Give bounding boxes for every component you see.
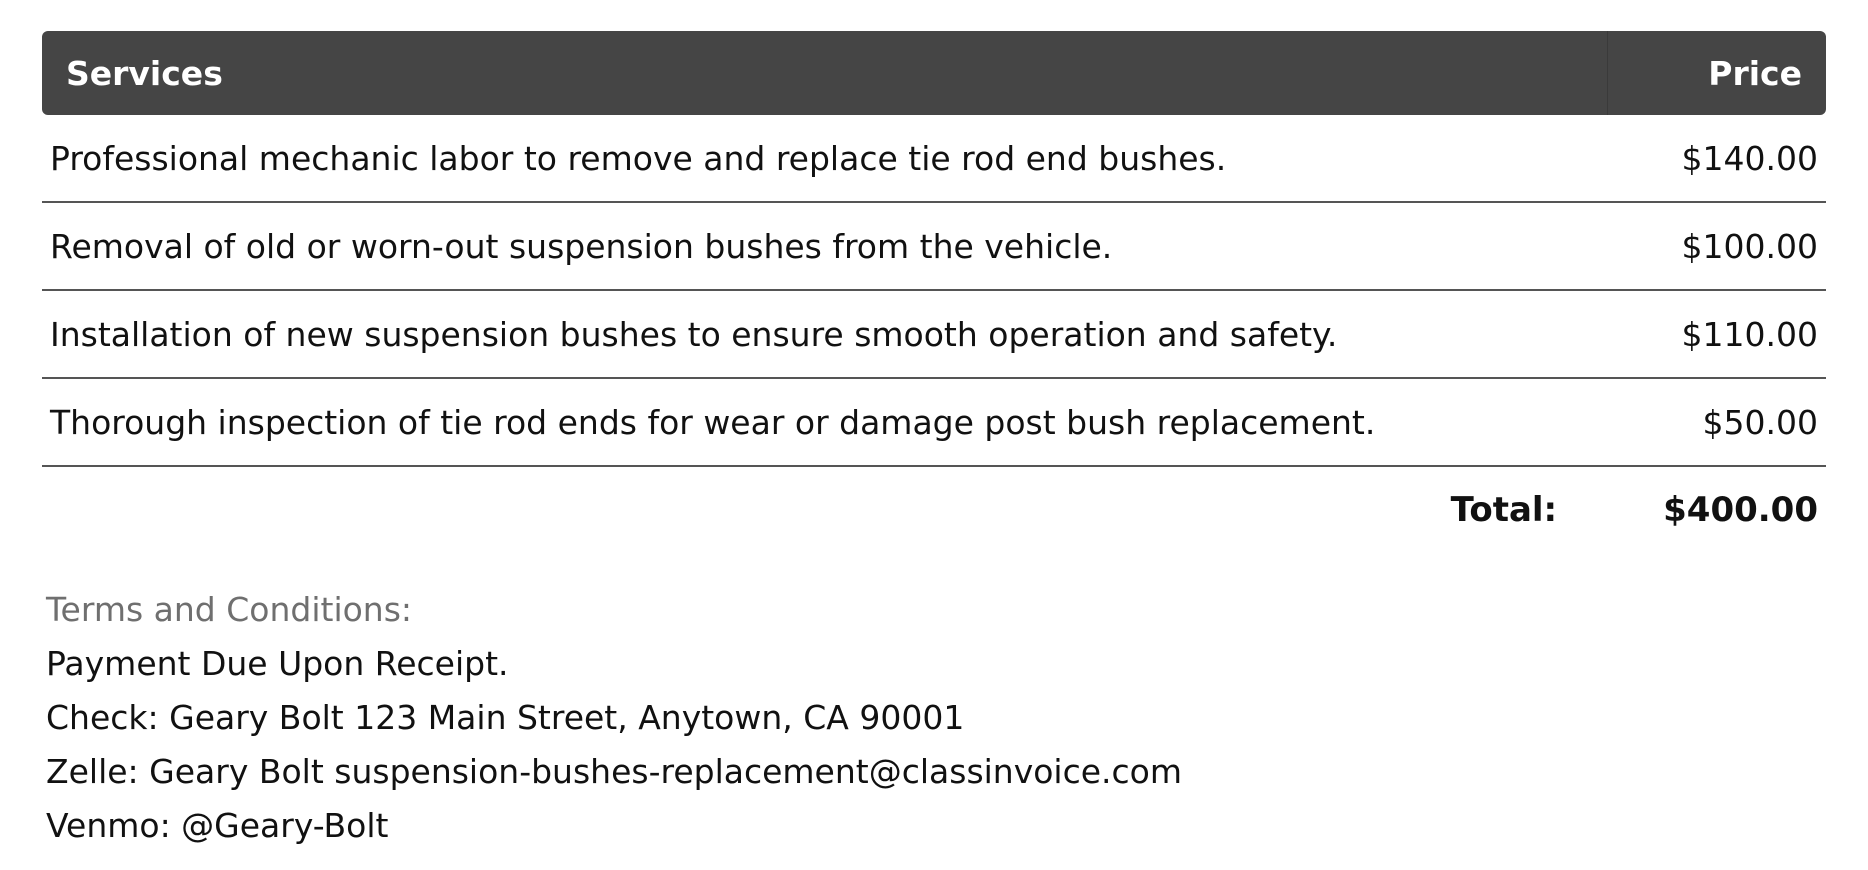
price-column-header: Price	[1607, 31, 1826, 115]
terms-line-check: Check: Geary Bolt 123 Main Street, Anytown, CA 90001	[46, 698, 965, 737]
service-description: Removal of old or worn-out suspension bushes from the vehicle.	[42, 203, 1607, 291]
terms-and-conditions	[42, 583, 1826, 853]
total-value: $400.00	[1663, 490, 1818, 530]
table-row	[42, 115, 1826, 203]
service-price: $110.00	[1607, 291, 1826, 379]
service-description: Thorough inspection of tie rod ends for wear or damage post bush replacement.	[42, 379, 1607, 467]
services-table	[42, 31, 1826, 467]
table-row	[42, 291, 1826, 379]
services-column-header: Services	[42, 31, 1607, 115]
table-row	[42, 379, 1826, 467]
terms-heading: Terms and Conditions:	[46, 590, 413, 629]
terms-line-zelle: Zelle: Geary Bolt suspension-bushes-replacement@classinvoice.com	[46, 752, 1183, 791]
terms-line-venmo: Venmo: @Geary-Bolt	[46, 806, 389, 845]
total-label: Total:	[1450, 490, 1558, 530]
service-description: Professional mechanic labor to remove and replace tie rod end bushes.	[42, 115, 1607, 203]
table-row	[42, 203, 1826, 291]
service-price: $140.00	[1607, 115, 1826, 203]
table-header-row	[42, 31, 1826, 115]
service-description: Installation of new suspension bushes to ensure smooth operation and safety.	[42, 291, 1607, 379]
total-row	[42, 467, 1826, 553]
service-price: $50.00	[1607, 379, 1826, 467]
invoice-section	[42, 31, 1826, 853]
service-price: $100.00	[1607, 203, 1826, 291]
terms-line-payment-due: Payment Due Upon Receipt.	[46, 644, 509, 683]
